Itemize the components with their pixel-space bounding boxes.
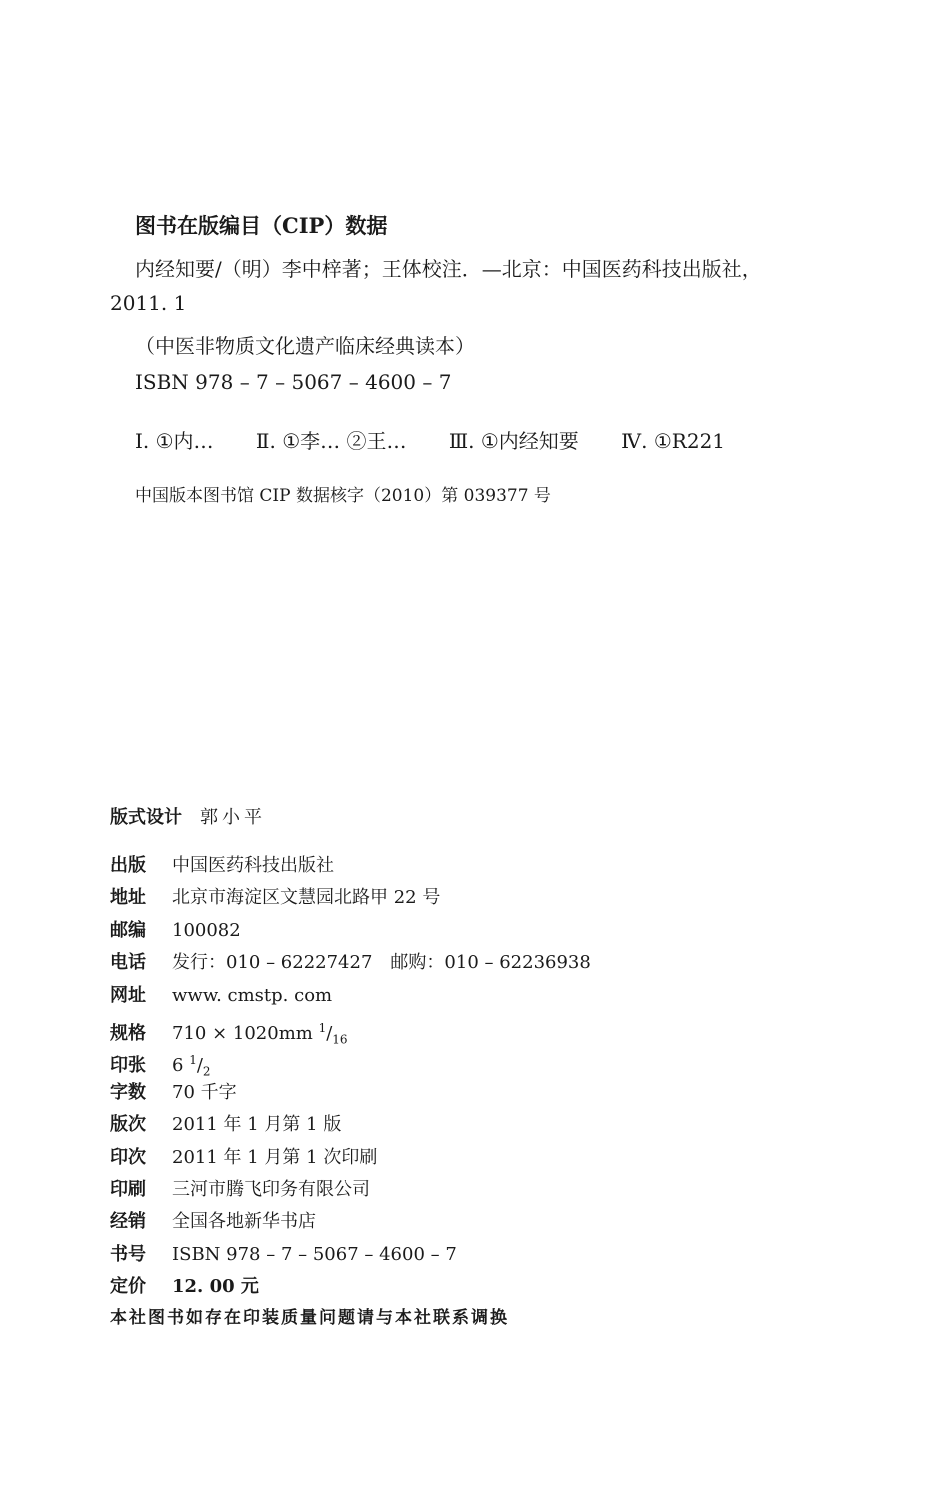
info-row-printing [110, 1142, 591, 1174]
info-value: 发行：010 – 62227427 邮购：010 – 62236938 [172, 952, 591, 974]
info-value: 三河市腾飞印务有限公司 [172, 1178, 370, 1200]
fraction-denominator: 16 [332, 1032, 348, 1047]
info-row-sheets [110, 1044, 591, 1079]
info-label: 地址 [110, 887, 146, 909]
info-row-phone [110, 947, 591, 979]
fraction-numerator: 1 [189, 1053, 197, 1068]
cip-classification [135, 425, 761, 454]
info-value: 12. 00 元 [172, 1276, 259, 1298]
info-label: 定价 [110, 1276, 146, 1298]
info-label: 印刷 [110, 1178, 146, 1200]
cip-verification: 中国版本图书馆 CIP 数据核字（2010）第 039377 号 [135, 486, 551, 506]
info-value: 710 × 1020mm [172, 1022, 319, 1044]
info-label: 印张 [110, 1055, 146, 1077]
fraction-slash: / [326, 1022, 333, 1044]
classification-item: Ⅲ. ①内经知要 [448, 429, 579, 453]
info-row-printer [110, 1174, 591, 1206]
info-row-distributor [110, 1206, 591, 1238]
info-label: 书号 [110, 1243, 146, 1265]
info-label: 网址 [110, 984, 146, 1006]
info-label: 版次 [110, 1114, 146, 1136]
info-value: 2011 年 1 月第 1 次印刷 [172, 1146, 378, 1168]
info-value: 6 [172, 1055, 190, 1077]
fraction-numerator: 1 [318, 1020, 327, 1035]
quality-notice: 本社图书如存在印装质量问题请与本社联系调换 [110, 1308, 509, 1328]
info-row-words [110, 1077, 591, 1109]
cip-isbn-line: ISBN 978 – 7 – 5067 – 4600 – 7 [135, 370, 452, 394]
designer-line [110, 803, 266, 829]
fraction-slash: / [196, 1055, 203, 1077]
info-value: 北京市海淀区文慧园北路甲 22 号 [172, 887, 441, 909]
info-label: 经销 [110, 1211, 146, 1233]
info-label: 电话 [110, 952, 146, 974]
classification-item: Ⅳ. ①R221 [621, 429, 726, 453]
info-row-postcode [110, 915, 591, 947]
info-row-publisher [110, 850, 591, 882]
info-value: 70 千字 [172, 1081, 237, 1103]
designer-label: 版式设计 [110, 807, 182, 828]
info-row-format [110, 1012, 591, 1047]
info-label: 出版 [110, 855, 146, 876]
info-value: 中国医药科技出版社 [172, 855, 334, 876]
info-row-edition [110, 1109, 591, 1141]
cip-series-line: （中医非物质文化遗产临床经典读本） [135, 334, 475, 358]
fraction-denominator: 2 [202, 1064, 211, 1079]
classification-item: Ⅱ. ①李… ②王… [255, 429, 407, 453]
info-value: 2011 年 1 月第 1 版 [172, 1114, 342, 1136]
designer-value: 郭小平 [200, 807, 266, 828]
info-row-address [110, 882, 591, 914]
info-value: 100082 [172, 919, 241, 941]
info-value: ISBN 978 – 7 – 5067 – 4600 – 7 [172, 1243, 457, 1265]
info-row-isbn [110, 1239, 591, 1271]
info-row-price [110, 1271, 591, 1303]
info-label: 印次 [110, 1146, 146, 1168]
info-label: 字数 [110, 1081, 146, 1103]
info-row-website [110, 980, 591, 1012]
cip-title: 图书在版编目（CIP）数据 [135, 213, 388, 238]
info-value: www. cmstp. com [172, 984, 333, 1006]
cip-bibliographic-line: 内经知要/（明）李中梓著；王体校注．—北京：中国医药科技出版社， [135, 257, 762, 281]
publication-info [110, 850, 591, 1303]
info-label: 规格 [110, 1022, 146, 1044]
classification-item: Ⅰ. ①内… [135, 429, 214, 453]
info-value: 全国各地新华书店 [172, 1211, 316, 1233]
cip-date-line: 2011. 1 [110, 291, 187, 315]
info-label: 邮编 [110, 919, 146, 941]
